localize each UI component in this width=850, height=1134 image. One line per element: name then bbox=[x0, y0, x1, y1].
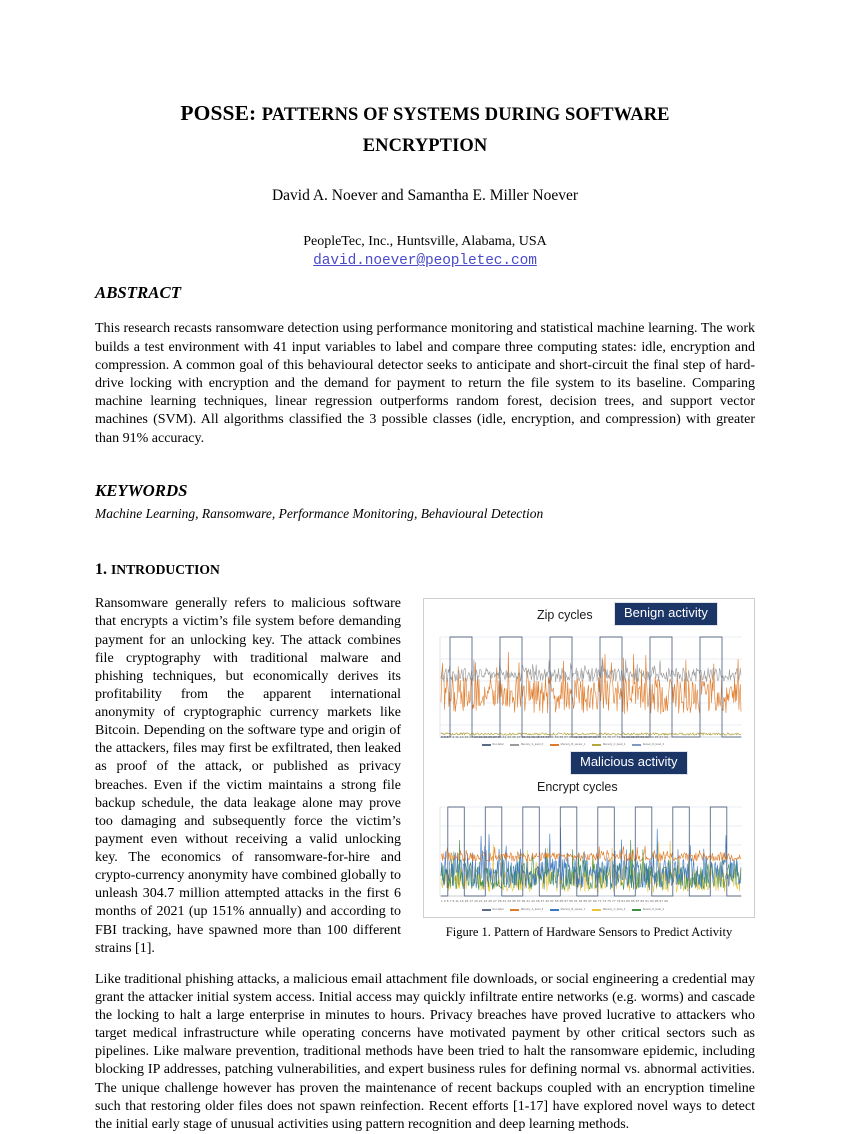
legend-entry: Memory_A_level_0 bbox=[510, 743, 543, 746]
figure-1-image bbox=[423, 598, 755, 918]
legend-entry: Memory_B_sensor_1 bbox=[550, 908, 585, 911]
top-chart-legend bbox=[482, 743, 664, 746]
page-title bbox=[95, 0, 755, 159]
keywords-heading-text: KEYWORDS bbox=[95, 480, 188, 500]
abstract-body: This research recasts ransomware detection using performance monitoring and statistical machine learning. The work builds a test environment with 41 input variables to label and compare three computing states: idle, encryption and compression. A common goal of this behavioural detector seeks to anticipate and short-circuit the final step of hard-drive locking with encryption and the demand for payment to return the file system to its baseline. Comparing machine learning techniques, linear regression outperforms random forest, decision trees, and support vector machines (SVM). All algorithms classified the 3 possible classes (idle, encryption, and compression) with greater than 91% accuracy. bbox=[95, 321, 755, 446]
author-list: David A. Noever and Samantha E. Miller Noever bbox=[271, 187, 579, 205]
legend-entry: Sensor_D_level_3 bbox=[632, 908, 664, 911]
title-line2: ENCRYPTION bbox=[362, 134, 488, 155]
section-heading-introduction bbox=[95, 561, 755, 579]
introduction-body bbox=[95, 595, 755, 1134]
top-chart-series bbox=[441, 653, 741, 736]
intro-paragraph-1: Ransomware generally refers to malicious software that encrypts a victim’s file system before demanding payment for an unlocking key. The attack combines file cryptography with traditional malware and phishing techniques, but economically derives its profitability from the apparent international anonymity of cryptographic currency markets like Bitcoin. Depending on the software type and origin of the attackers, files may first be exfiltrated, then leaked as proof of the attack, or published as privacy breaches. Even if the victim maintains a strong file backup schedule, the data leakage alone may prove too damaging and subsequently force the victim’s payment even without receiving a valid unlocking key. The economics of ransomware-for-hire and crypto-currency anonymity have combined globally to unleash 304.7 million attempted attacks in the first 6 months of 2021 (up 151% annually) and according to FBI tracking, have spawned more than 100 different strains [1]. bbox=[95, 596, 401, 956]
bottom-chart-legend bbox=[482, 908, 664, 911]
top-chart-title: Zip cycles bbox=[537, 608, 593, 623]
bottom-chart-series bbox=[441, 828, 741, 893]
title-acronym: POSSE: bbox=[180, 101, 257, 125]
bottom-chart-title: Encrypt cycles bbox=[537, 780, 618, 795]
keywords-heading bbox=[95, 481, 755, 501]
legend-entry: Memory_B_sensor_1 bbox=[550, 743, 585, 746]
bottom-chart-plot bbox=[424, 799, 755, 915]
author-email-link[interactable]: david.noever@peopletec.com bbox=[313, 253, 537, 270]
legend-entry: Memory_A_level_0 bbox=[510, 908, 543, 911]
benign-activity-badge: Benign activity bbox=[614, 602, 718, 626]
legend-entry: Run label bbox=[482, 743, 503, 746]
legend-entry: Sensor_D_level_3 bbox=[632, 743, 664, 746]
intro-paragraph-2: Like traditional phishing attacks, a malicious email attachment file downloads, or social engineering a credential may grant the attacker initial system access. Initial access may quickly infiltrate entire networks (e.g. worms) and cascade the locking to halt a large enterprise in minutes to hours. Privacy breaches have proved lucrative to attackers who target medical infrastructure while operating concerns have motivated payment by other critical sectors such as pipelines. Like malware prevention, traditional methods have been tried to halt the ransomware epidemic, including blocking IP addresses, patching vulnerabilities, and expert business rules for defining normal vs. abnormal activities. The unique challenge however has proven the maintenance of recent backups coupled with an encryption timeline such that restoring older files does not spawn reinfection. Recent efforts [1-17] have explored novel ways to detect the initial early stage of unusual activities using pattern recognition and deep learning methods. bbox=[95, 971, 755, 1132]
figure-1 bbox=[423, 598, 755, 941]
top-chart-axis-labels: 1 3 5 7 9 11 13 15 17 19 21 23 25 27 29 31 33 35 37 39 41 43 45 47 49 51 53 55 57 59 61 63 65 67 69 71 73 75 77 79 81 83 85 87 89 91 93 95 97 99 bbox=[441, 735, 668, 740]
title-rest: PATTERNS OF SYSTEMS DURING SOFTWARE bbox=[261, 104, 670, 124]
legend-entry: Memory_C_level_2 bbox=[592, 908, 625, 911]
bottom-chart-axis-labels: 1 3 5 7 9 11 13 15 17 19 21 23 25 27 29 31 33 35 37 39 41 43 45 47 49 51 53 55 57 59 61 63 65 67 69 71 73 75 77 79 81 83 85 87 89 91 93 95 97 99 bbox=[441, 899, 668, 904]
section-number: 1. bbox=[95, 561, 107, 579]
figure-1-caption: Figure 1. Pattern of Hardware Sensors to Predict Activity bbox=[445, 925, 733, 940]
affiliation: PeopleTec, Inc., Huntsville, Alabama, USA bbox=[303, 234, 547, 250]
keywords-body: Machine Learning, Ransomware, Performance Monitoring, Behavioural Detection bbox=[95, 505, 544, 521]
legend-entry: Run label bbox=[482, 908, 503, 911]
legend-entry: Memory_C_level_2 bbox=[592, 743, 625, 746]
section-title: INTRODUCTION bbox=[111, 562, 220, 578]
malicious-activity-badge: Malicious activity bbox=[570, 751, 688, 775]
abstract-heading bbox=[95, 283, 755, 303]
abstract-heading-text: ABSTRACT bbox=[95, 283, 181, 303]
